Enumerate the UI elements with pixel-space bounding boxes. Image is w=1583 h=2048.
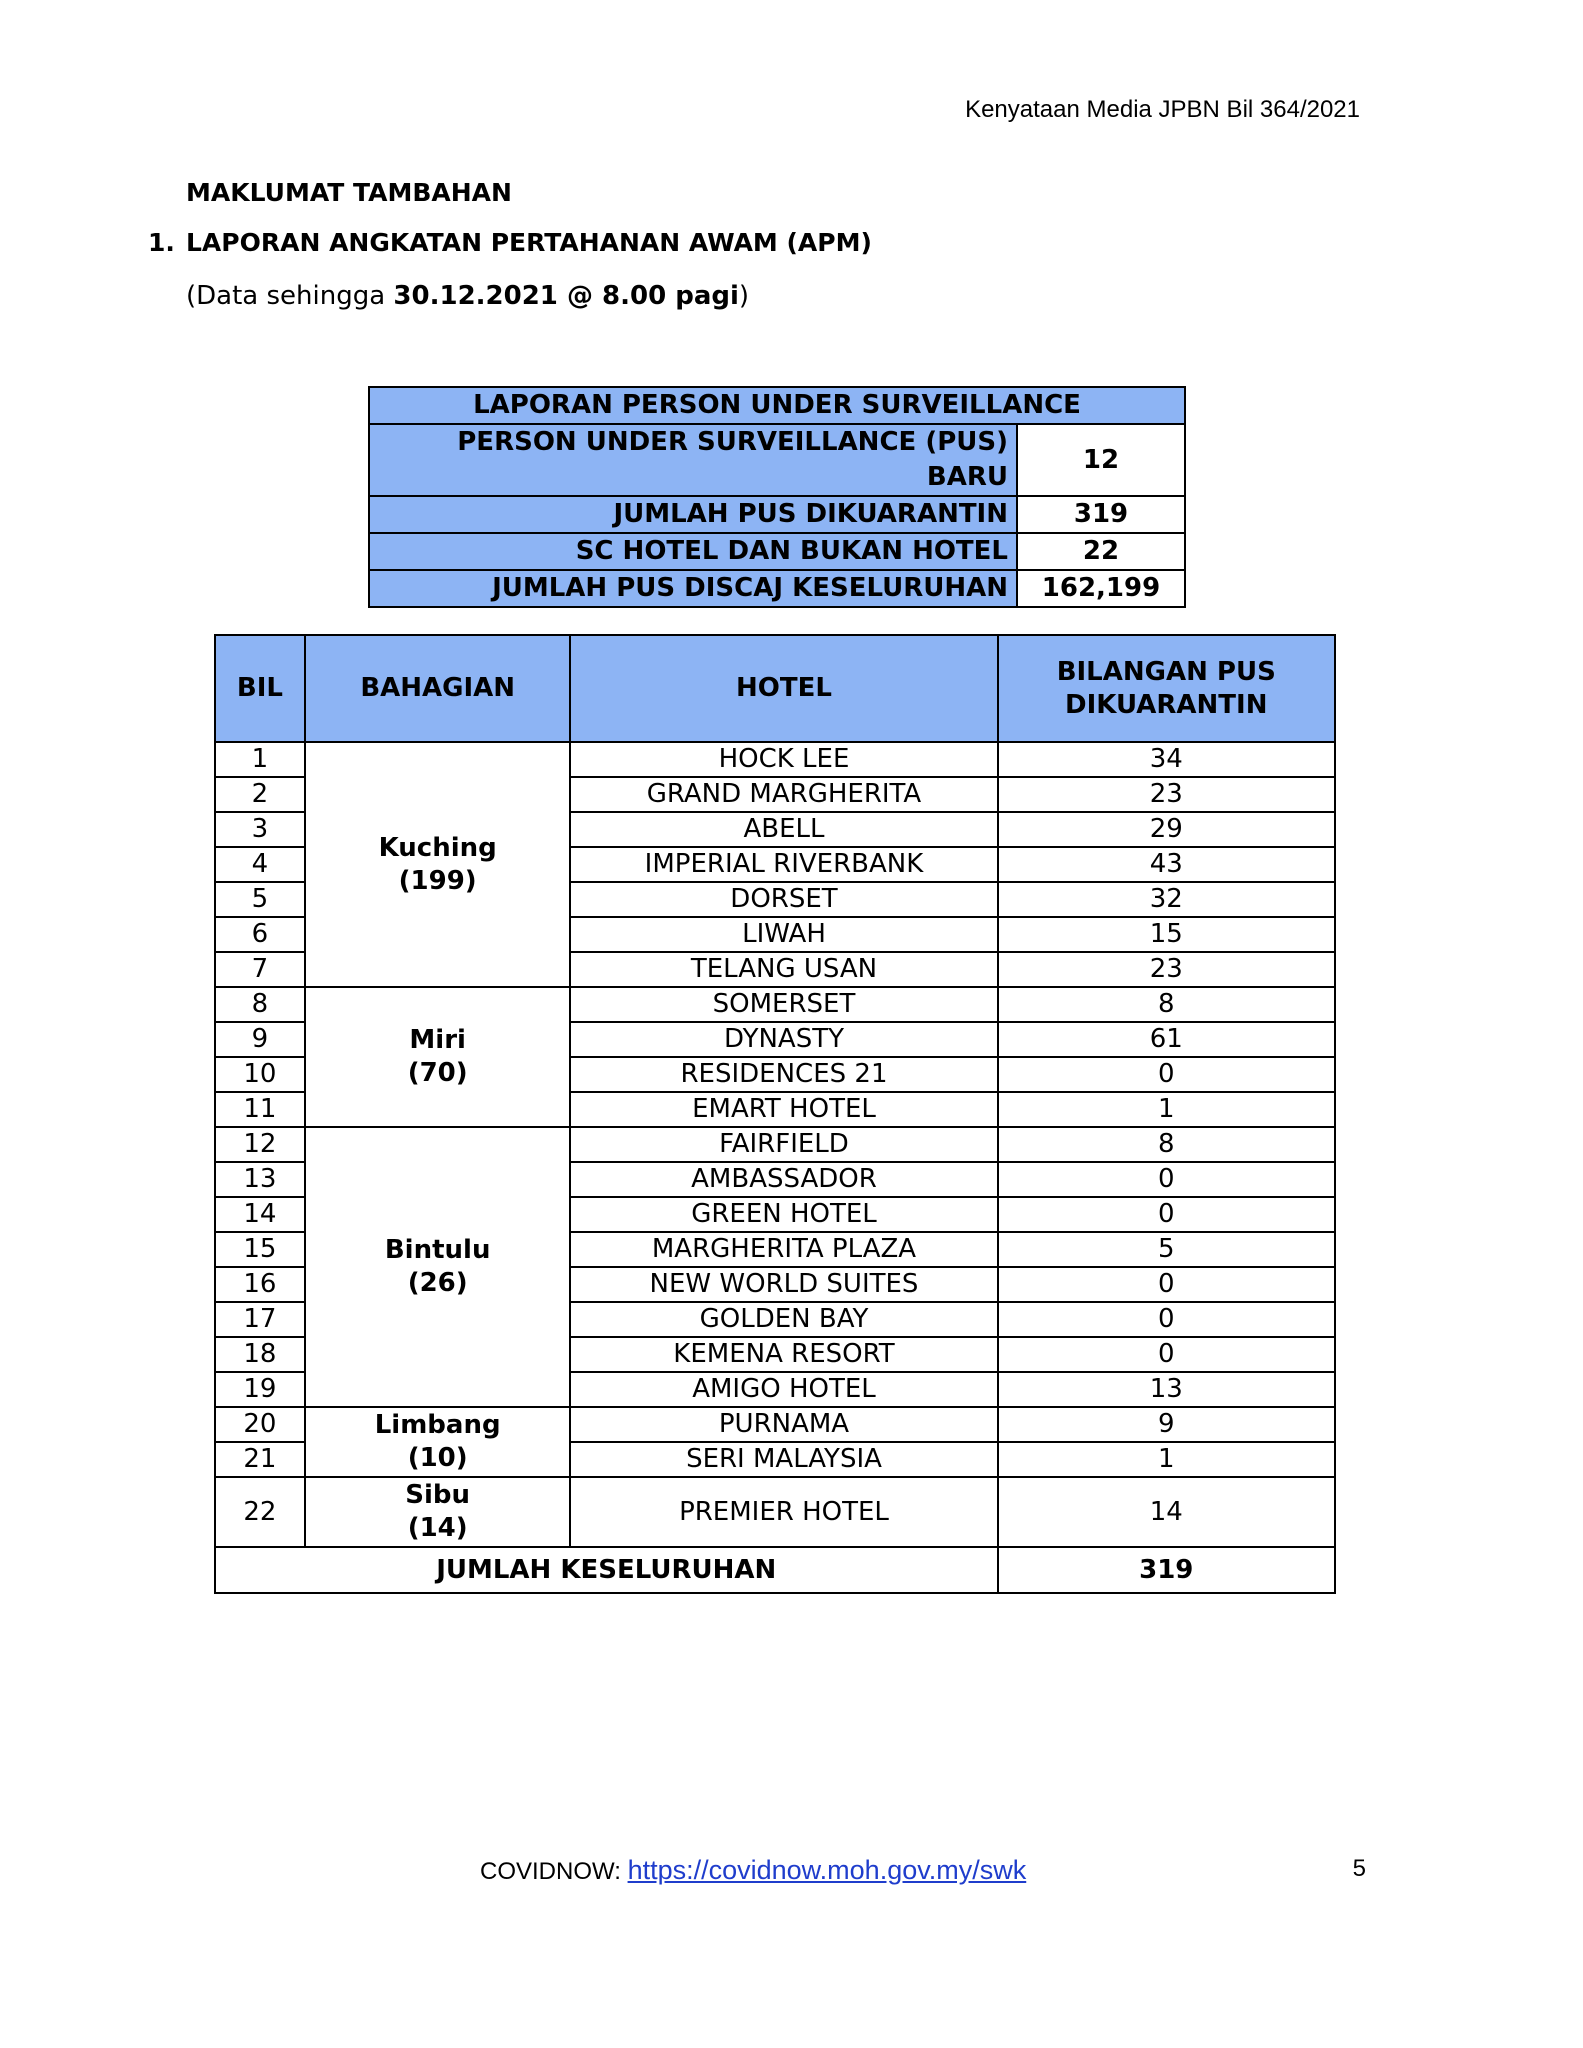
pus-summary-value: 162,199: [1017, 570, 1185, 607]
row-bil: 20: [215, 1407, 305, 1442]
pus-summary-value: 22: [1017, 533, 1185, 570]
row-hotel: KEMENA RESORT: [570, 1337, 997, 1372]
row-hotel: PURNAMA: [570, 1407, 997, 1442]
row-hotel: ABELL: [570, 812, 997, 847]
row-count: 8: [998, 987, 1336, 1022]
column-header-bahagian: BAHAGIAN: [305, 635, 571, 742]
section-heading-text: LAPORAN ANGKATAN PERTAHANAN AWAM (APM): [186, 228, 872, 257]
pus-summary-row: [369, 570, 1185, 607]
pus-summary-row: [369, 533, 1185, 570]
pus-summary-value: 12: [1017, 424, 1185, 496]
column-header-count-line1: BILANGAN PUS: [1056, 656, 1276, 687]
row-bil: 10: [215, 1057, 305, 1092]
row-hotel: RESIDENCES 21: [570, 1057, 997, 1092]
row-bil: 12: [215, 1127, 305, 1162]
row-count: 8: [998, 1127, 1336, 1162]
row-count: 61: [998, 1022, 1336, 1057]
row-bil: 22: [215, 1477, 305, 1547]
division-name: Limbang: [374, 1410, 501, 1440]
row-count: 9: [998, 1407, 1336, 1442]
division-name: Bintulu: [384, 1235, 491, 1265]
table-total-row: [215, 1547, 1335, 1593]
row-count: 0: [998, 1057, 1336, 1092]
row-bil: 19: [215, 1372, 305, 1407]
row-count: 15: [998, 917, 1336, 952]
column-header-bil: BIL: [215, 635, 305, 742]
row-count: 29: [998, 812, 1336, 847]
division-name: Sibu: [405, 1480, 471, 1510]
table-row: [215, 742, 1335, 777]
row-bil: 9: [215, 1022, 305, 1057]
row-bil: 11: [215, 1092, 305, 1127]
covidnow-link[interactable]: https://covidnow.moh.gov.my/swk: [627, 1855, 1027, 1885]
row-count: 14: [998, 1477, 1336, 1547]
row-hotel: GOLDEN BAY: [570, 1302, 997, 1337]
table-row: [215, 1127, 1335, 1162]
row-hotel: PREMIER HOTEL: [570, 1477, 997, 1547]
row-bil: 13: [215, 1162, 305, 1197]
pus-summary-value: 319: [1017, 496, 1185, 533]
row-count: 1: [998, 1092, 1336, 1127]
row-hotel: SOMERSET: [570, 987, 997, 1022]
row-hotel: HOCK LEE: [570, 742, 997, 777]
row-hotel: DORSET: [570, 882, 997, 917]
row-count: 1: [998, 1442, 1336, 1477]
division-cell-sibu: [305, 1477, 571, 1547]
row-hotel: AMIGO HOTEL: [570, 1372, 997, 1407]
pus-summary-row: [369, 424, 1185, 496]
row-count: 0: [998, 1337, 1336, 1372]
row-count: 32: [998, 882, 1336, 917]
pus-summary-table: [368, 386, 1186, 608]
division-cell-limbang: [305, 1407, 571, 1477]
row-count: 23: [998, 952, 1336, 987]
row-count: 13: [998, 1372, 1336, 1407]
row-hotel: LIWAH: [570, 917, 997, 952]
division-cell-miri: [305, 987, 571, 1127]
row-hotel: SERI MALAYSIA: [570, 1442, 997, 1477]
row-hotel: GRAND MARGHERITA: [570, 777, 997, 812]
row-count: 0: [998, 1162, 1336, 1197]
data-note-date: 30.12.2021 @ 8.00 pagi: [393, 281, 739, 311]
row-hotel: FAIRFIELD: [570, 1127, 997, 1162]
division-total: (10): [407, 1443, 468, 1473]
row-bil: 17: [215, 1302, 305, 1337]
footer-source: [480, 1855, 1026, 1886]
row-bil: 8: [215, 987, 305, 1022]
pus-summary-title: LAPORAN PERSON UNDER SURVEILLANCE: [369, 387, 1185, 424]
row-bil: 18: [215, 1337, 305, 1372]
row-bil: 5: [215, 882, 305, 917]
footer-prefix: COVIDNOW:: [480, 1858, 628, 1885]
division-cell-kuching: [305, 742, 571, 987]
data-note-suffix: ): [738, 281, 750, 311]
section-heading: [148, 228, 872, 257]
row-bil: 4: [215, 847, 305, 882]
hotel-quarantine-table: [214, 634, 1336, 1594]
section-number: 1.: [148, 228, 175, 257]
division-name: Kuching: [378, 832, 497, 863]
row-hotel: GREEN HOTEL: [570, 1197, 997, 1232]
pus-summary-label: JUMLAH PUS DIKUARANTIN: [369, 496, 1017, 533]
row-count: 0: [998, 1302, 1336, 1337]
total-value: 319: [998, 1547, 1336, 1593]
row-bil: 1: [215, 742, 305, 777]
pus-summary-label: SC HOTEL DAN BUKAN HOTEL: [369, 533, 1017, 570]
division-total: (199): [398, 865, 477, 896]
document-reference: Kenyataan Media JPBN Bil 364/2021: [965, 96, 1360, 123]
total-label: JUMLAH KESELURUHAN: [215, 1547, 998, 1593]
division-total: (14): [407, 1513, 468, 1543]
row-count: 0: [998, 1267, 1336, 1302]
pus-summary-label: PERSON UNDER SURVEILLANCE (PUS) BARU: [369, 424, 1017, 496]
row-bil: 3: [215, 812, 305, 847]
row-count: 23: [998, 777, 1336, 812]
row-bil: 2: [215, 777, 305, 812]
row-hotel: EMART HOTEL: [570, 1092, 997, 1127]
pus-summary-row: [369, 496, 1185, 533]
column-header-count-line2: DIKUARANTIN: [1065, 689, 1268, 720]
row-count: 34: [998, 742, 1336, 777]
division-total: (26): [407, 1268, 468, 1298]
division-total: (70): [407, 1058, 468, 1088]
row-hotel: IMPERIAL RIVERBANK: [570, 847, 997, 882]
table-row: [215, 1477, 1335, 1547]
row-count: 5: [998, 1232, 1336, 1267]
column-header-hotel: HOTEL: [570, 635, 997, 742]
row-hotel: AMBASSADOR: [570, 1162, 997, 1197]
column-header-count: [998, 635, 1336, 742]
row-bil: 6: [215, 917, 305, 952]
pus-summary-label: JUMLAH PUS DISCAJ KESELURUHAN: [369, 570, 1017, 607]
table-row: [215, 1407, 1335, 1442]
row-bil: 16: [215, 1267, 305, 1302]
row-hotel: NEW WORLD SUITES: [570, 1267, 997, 1302]
row-hotel: TELANG USAN: [570, 952, 997, 987]
row-bil: 7: [215, 952, 305, 987]
section-title: MAKLUMAT TAMBAHAN: [186, 178, 512, 207]
data-note-prefix: (Data sehingga: [186, 281, 394, 311]
page-number: 5: [1352, 1855, 1366, 1882]
row-hotel: DYNASTY: [570, 1022, 997, 1057]
division-cell-bintulu: [305, 1127, 571, 1407]
table-row: [215, 987, 1335, 1022]
row-hotel: MARGHERITA PLAZA: [570, 1232, 997, 1267]
division-name: Miri: [409, 1025, 466, 1055]
row-count: 0: [998, 1197, 1336, 1232]
row-bil: 21: [215, 1442, 305, 1477]
row-bil: 15: [215, 1232, 305, 1267]
row-bil: 14: [215, 1197, 305, 1232]
data-as-of-note: [186, 281, 749, 311]
row-count: 43: [998, 847, 1336, 882]
table-header-row: [215, 635, 1335, 742]
